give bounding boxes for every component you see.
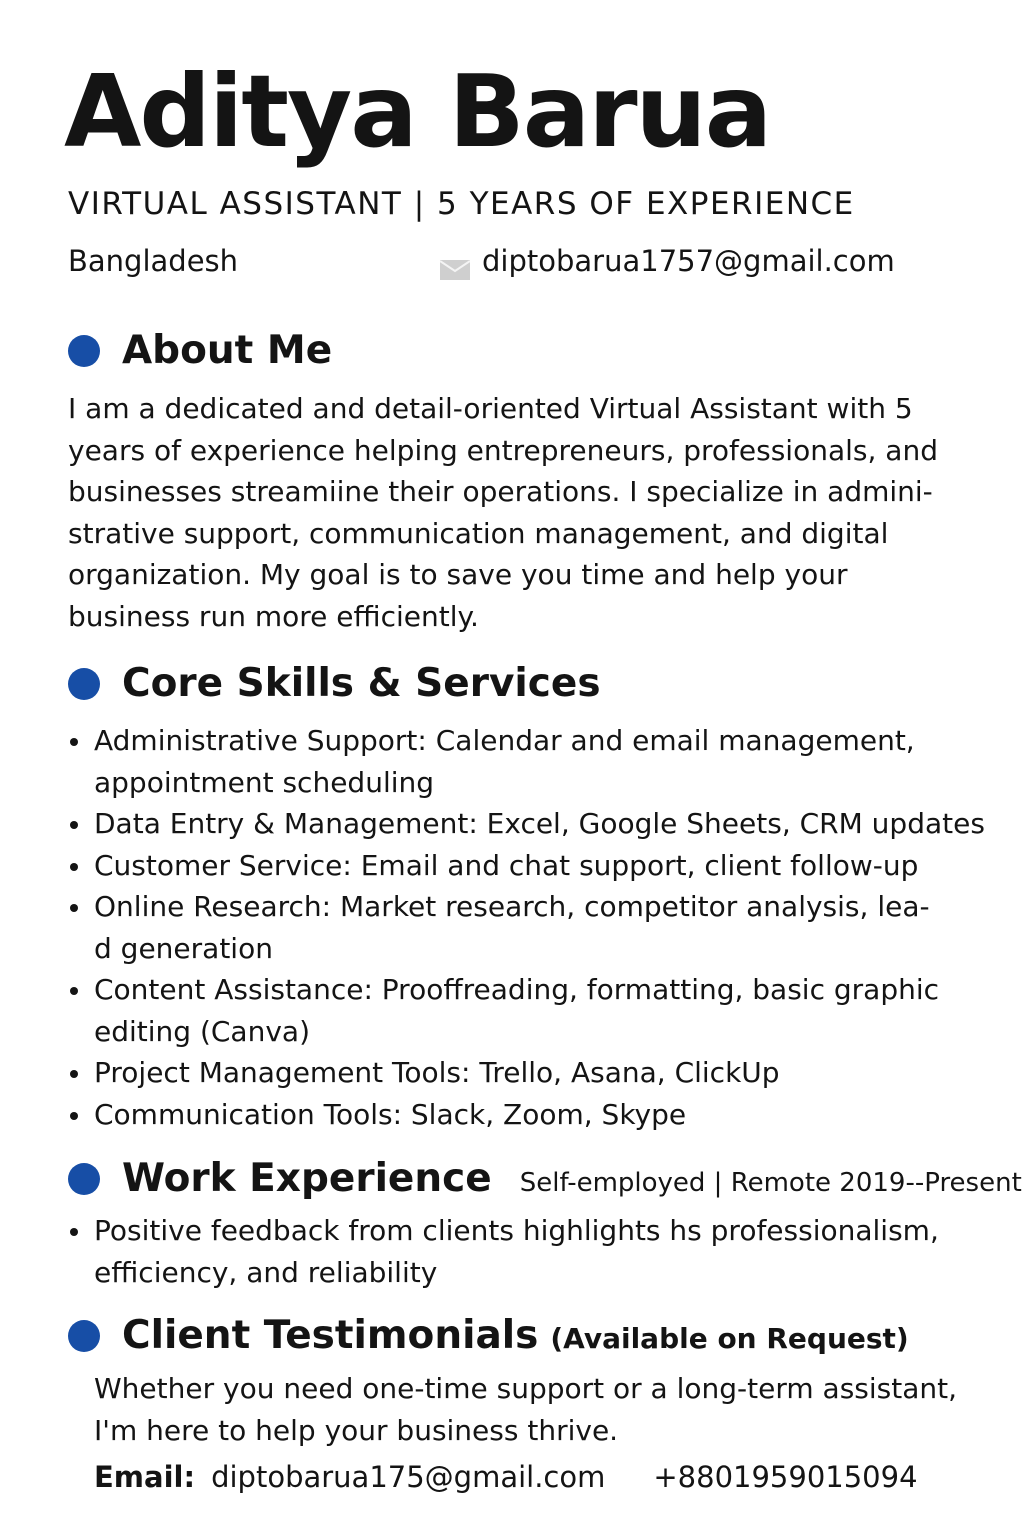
skills-heading-text: Core Skills & Services bbox=[122, 661, 601, 706]
skill-text-cont: editing (Canva) bbox=[94, 1014, 310, 1048]
skill-text-cont: appointment scheduling bbox=[94, 765, 435, 799]
skill-item bbox=[68, 720, 985, 803]
envelope-icon bbox=[440, 253, 470, 273]
about-line: strative support, communication management, and digital bbox=[68, 516, 889, 550]
experience-meta: Self-employed | Remote 2019--Present bbox=[519, 1167, 1022, 1198]
footer-contact bbox=[94, 1460, 918, 1494]
footer-email-label: Email: bbox=[94, 1460, 196, 1494]
about-line: businesses streamiine their operations. I specialize in admini- bbox=[68, 475, 933, 508]
skill-item bbox=[68, 803, 985, 845]
testimonials-heading bbox=[68, 1313, 909, 1358]
about-heading bbox=[68, 328, 332, 373]
experience-heading bbox=[68, 1156, 1022, 1201]
skill-text: Communication Tools: Slack, Zoom, Skype bbox=[94, 1097, 687, 1131]
footer-phone[interactable]: +8801959015094 bbox=[653, 1460, 918, 1494]
location: Bangladesh bbox=[68, 244, 239, 278]
skill-text-cont: d generation bbox=[94, 931, 273, 965]
skill-item bbox=[68, 886, 985, 969]
experience-heading-text: Work Experience bbox=[122, 1156, 492, 1201]
skill-item bbox=[68, 969, 985, 1052]
skill-text: Content Assistance: Prooffreading, formatting, basic graphic bbox=[94, 973, 940, 1006]
testimonials-heading-text: Client Testimonials bbox=[122, 1313, 539, 1358]
experience-list bbox=[68, 1210, 939, 1293]
skill-text: Project Management Tools: Trello, Asana, ClickUp bbox=[94, 1056, 780, 1089]
skills-list bbox=[68, 720, 985, 1135]
about-line: business run more efficiently. bbox=[68, 599, 479, 633]
experience-item bbox=[68, 1210, 939, 1293]
skill-text: Data Entry & Management: Excel, Google Sheets, CRM updates bbox=[94, 807, 985, 840]
skill-text: Customer Service: Email and chat support, client follow-up bbox=[94, 848, 919, 882]
header-email[interactable] bbox=[440, 244, 895, 278]
skill-item bbox=[68, 845, 985, 887]
skill-item bbox=[68, 1094, 985, 1136]
job-tagline: VIRTUAL ASSISTANT | 5 YEARS OF EXPERIENCE bbox=[68, 186, 855, 222]
about-line: I am a dedicated and detail-oriented Virtual Assistant with 5 bbox=[68, 392, 913, 425]
about-line: organization. My goal is to save you time and help your bbox=[68, 558, 848, 591]
skills-heading bbox=[68, 661, 601, 706]
testimonials-sub: (Available on Request) bbox=[550, 1322, 909, 1355]
experience-text-cont: efficiency, and reliability bbox=[94, 1255, 438, 1289]
candidate-name: Aditya Barua bbox=[64, 53, 771, 170]
footer-email[interactable]: diptobarua175@gmail.com bbox=[211, 1460, 606, 1494]
skill-item bbox=[68, 1052, 985, 1094]
blue-dot-icon bbox=[68, 335, 100, 367]
closing-line: Whether you need one-time support or a long-term assistant, bbox=[94, 1372, 958, 1405]
blue-dot-icon bbox=[68, 1320, 100, 1352]
skill-text: Online Research: Market research, competitor analysis, lea- bbox=[94, 890, 930, 923]
experience-text: Positive feedback from clients highlights hs professionalism, bbox=[94, 1214, 939, 1247]
about-line: years of experience helping entrepreneurs, professionals, and bbox=[68, 433, 938, 467]
about-paragraph bbox=[68, 388, 968, 637]
header-email-text: diptobarua1757@gmail.com bbox=[482, 244, 895, 278]
blue-dot-icon bbox=[68, 1163, 100, 1195]
closing-line: I'm here to help your business thrive. bbox=[94, 1413, 619, 1447]
closing-paragraph bbox=[94, 1368, 974, 1451]
about-heading-text: About Me bbox=[122, 328, 333, 373]
skill-text: Administrative Support: Calendar and email management, bbox=[94, 724, 915, 757]
blue-dot-icon bbox=[68, 668, 100, 700]
